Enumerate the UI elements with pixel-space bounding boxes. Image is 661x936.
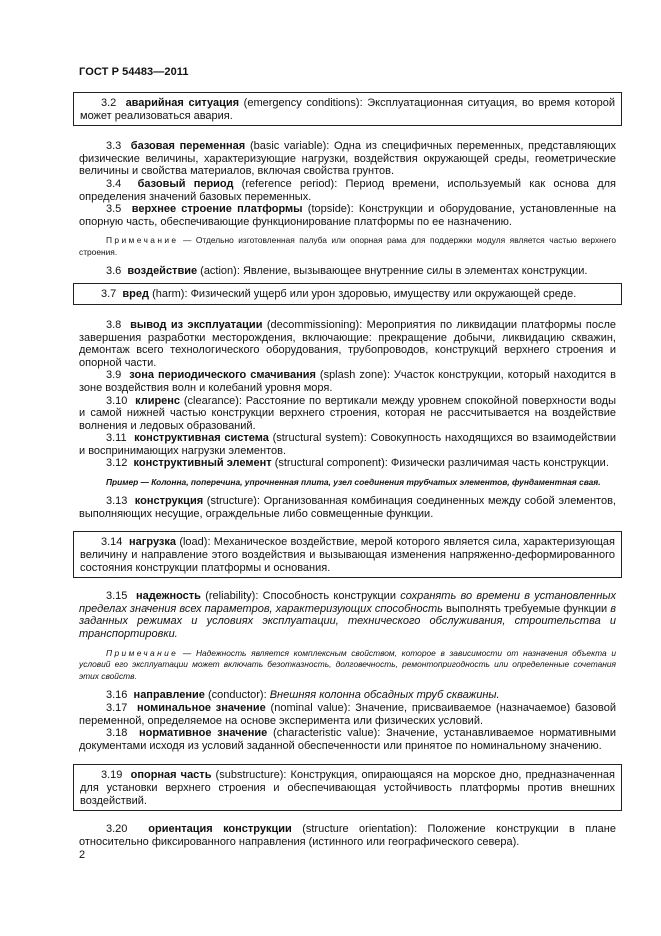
term: вред [122,288,150,301]
term: опорная часть [130,769,212,782]
page-number: 2 [79,849,86,861]
definition-3-5: 3.5 верхнее строение платформы (topside): Конструкции и оборудование, установленные на опорную часть, обеспечивающие функционирование платформы по ее назначению. [79,203,616,228]
term: нормативное значение [139,727,268,740]
term: нагрузка [129,536,177,549]
term: базовая переменная [130,140,246,153]
definition-3-8: 3.8 вывод из эксплуатации (decommissioning): Мероприятия по ликвидации платформы после завершения разработки месторождения, включающие: прекращение добычи, ликвидацию скважин, демонтаж всего технологического оборудования, трубопроводов, конструкций верхнего строения и опорной части. [79,318,617,369]
term: вывод из эксплуатации [130,318,263,331]
page-content [79,92,616,848]
term: ориентация конструкции [148,823,292,836]
definition-3-20: 3.20 ориентация конструкции (structure orientation): Положение конструкции в плане относительно фиксированного направления (истинного или географического севера). [79,823,616,848]
term: аварийная ситуация [125,97,240,109]
definition-3-11: 3.11 конструктивная система (structural system): Совокупность находящихся во взаимодействии и воспринимающих нагрузки элементов. [79,432,616,457]
note: Примечание — Надежность является комплексным свойством, которое в зависимости от назначения объекта и условий его эксплуатации может включать безотказность, долговечность, ремонтопригодность или определенные сочетания этих свойств. [79,647,616,681]
definition-3-18: 3.18 нормативное значение (characteristic value): Значение, устанавливаемое нормативными документами исходя из условий заданной обеспеченности или принятое по номинальному значению. [79,727,616,752]
boxed-definition-3-7 [73,283,622,305]
term: направление [133,689,205,702]
definition-3-13: 3.13 конструкция (structure): Организованная комбинация соединенных между собой элементов, выполняющих несущие, ограждельные либо совмещенные функции. [79,495,616,520]
definition-3-17: 3.17 номинальное значение (nominal value): Значение, присваиваемое (назначаемое) базовой переменной, определяемое на основе эксперимента или физических условий. [79,701,617,727]
term: клиренс [135,394,181,407]
definition-3-6: 3.6 воздействие (action): Явление, вызывающее внутренние силы в элементах конструкции. [106,264,588,277]
term: надежность [135,590,201,603]
definition-3-12: 3.12 конструктивный элемент (structural component): Физически различимая часть конструкции. [106,457,609,470]
term: воздействие [127,264,198,277]
note: Примечание — Отдельно изготовленная палуба или опорная рама для поддержки модуля является частью верхнего строения. [79,235,616,257]
definition-3-2: 3.2 аварийная ситуация (emergency conditions): Эксплуатационная ситуация, во время которой может реализоваться авария. [80,97,615,122]
document-header: ГОСТ Р 54483—2011 [79,66,189,78]
definition-3-7: 3.7 вред (harm): Физический ущерб или урон здоровью, имуществу или окружающей среде. [101,288,577,301]
term: верхнее строение платформы [131,203,303,216]
definition-3-16: 3.16 направление (conductor): Внешняя колонна обсадных труб скважины. [106,689,500,702]
term: номинальное значение [136,701,266,714]
example: Пример — Колонна, поперечина, упрочненная плита, узел соединения трубчатых элементов, фундаментная свая. [106,477,601,488]
term: конструкция [134,495,204,508]
definition-3-14: 3.14 нагрузка (load): Механическое воздействие, мерой которого является сила, характеризующая величину и направление этого воздействия и вызывающая изменения напряженно-деформированного состояния конструкции платформы и основания. [80,536,615,574]
boxed-definition-3-2 [73,92,622,126]
term: конструктивная система [134,432,269,445]
definition-3-4: 3.4 базовый период (reference period): Период времени, используемый как основа для определения значений базовых переменных. [79,177,616,203]
term: зона периодического смачивания [129,369,316,382]
definition-3-10: 3.10 клиренс (clearance): Расстояние по вертикали между уровнем спокойной поверхности воды и самой нижней частью конструкции верхнего строения, которая не рассчитывается на воздействие волнения и ледовых образований. [79,394,616,432]
definition-3-3: 3.3 базовая переменная (basic variable): Одна из специфичных переменных, представляющих физические величины, характеризующие нагрузки, воздействия окружающей среды, геометрические величины и свойства материалов, включая свойства грунтов. [79,140,616,178]
definition-3-15: 3.15 надежность (reliability): Способность конструкции сохранять во времени в установленных пределах значения всех параметров, характеризующих способность выполнять требуемые функции в заданных режимах и условиях эксплуатации, технического обслуживания, строительства и транспортировки. [79,590,617,641]
definition-3-19: 3.19 опорная часть (substructure): Конструкция, опирающаяся на морское дно, предназначенная для установки верхнего строения и обеспечивающая устойчивость платформы против внешних воздействий. [80,769,615,807]
term: базовый период [137,177,234,190]
term: конструктивный элемент [133,457,272,470]
definition-3-9: 3.9 зона периодического смачивания (splash zone): Участок конструкции, который находится в зоне воздействия волн и колебаний уровня моря. [79,369,616,394]
boxed-definition-3-19 [73,764,622,811]
boxed-definition-3-14 [73,531,622,578]
